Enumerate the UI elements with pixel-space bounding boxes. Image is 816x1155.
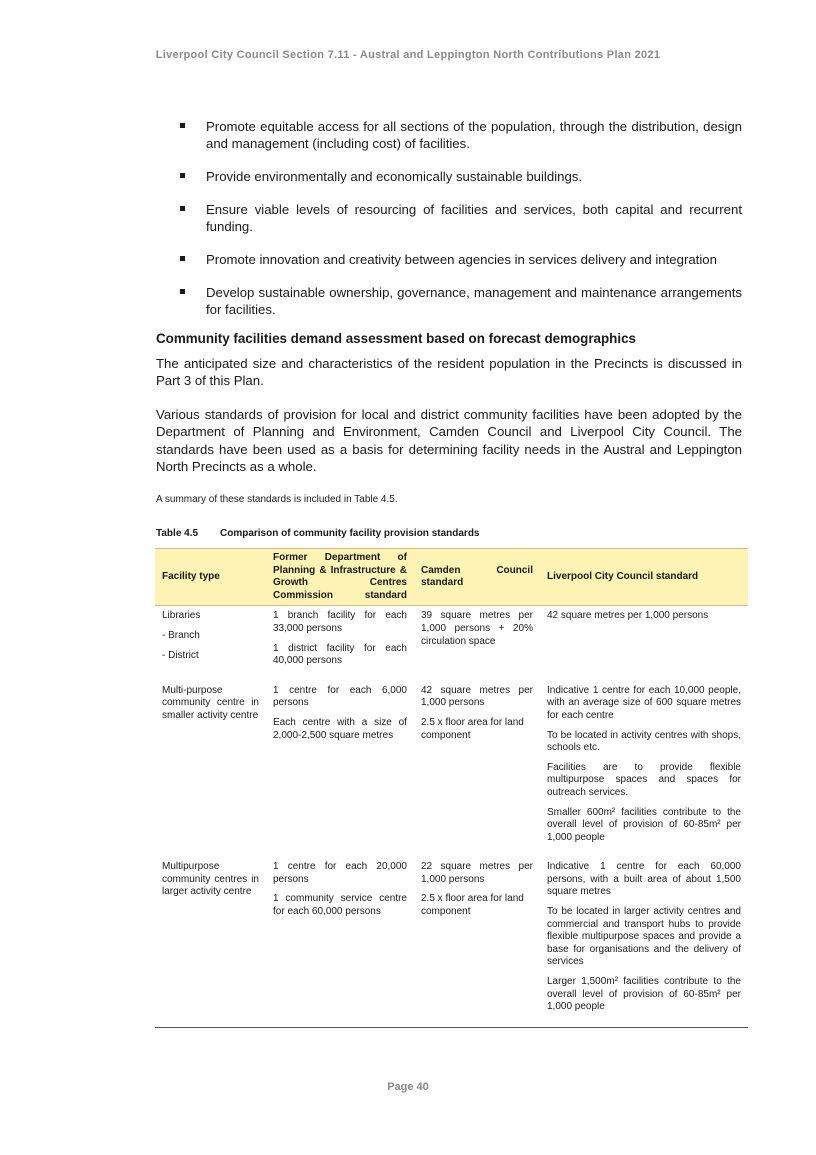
cell-text: Indicative 1 centre for each 10,000 people, with an average size of 600 square metres for each centre [547, 684, 741, 721]
table-caption-number: Table 4.5 [156, 528, 199, 539]
cell-text: 42 square metres per 1,000 persons [547, 610, 709, 622]
cell-text: Each centre with a size of 2,000-2,500 square metres [273, 716, 407, 741]
bullet-text: Ensure viable levels of resourcing of facilities and services, both capital and recurrent funding. [206, 202, 742, 234]
cell-department [266, 681, 414, 858]
bullet-square-icon [180, 173, 185, 178]
objectives-list [180, 118, 742, 334]
cell-text: To be located in activity centres with shops, schools etc. [547, 729, 741, 754]
cell-text: To be located in larger activity centres and commercial and transport hubs to provide flexible multipurpose spaces and provide a base for organisations and the delivery of services [547, 906, 741, 968]
cell-text: Multi-purpose community centre in smaller activity centre [162, 684, 259, 721]
cell-text: 42 square metres per 1,000 persons [421, 684, 533, 709]
paragraph-standards: Various standards of provision for local and district community facilities have been adopted by the Department of Planning and Environment, Camden Council and Liverpool City Council. The standards have been used as a basis for determining facility needs in the Austral and Leppington North Precincts as a whole. [156, 407, 742, 474]
cell-department [266, 857, 414, 1027]
cell-text: 1 centre for each 20,000 persons [273, 861, 407, 885]
cell-camden [414, 681, 540, 858]
cell-department [266, 606, 414, 681]
bullet-text: Promote equitable access for all sections of the population, through the distribution, design and management (including cost) of facilities. [206, 119, 742, 151]
cell-camden [414, 857, 540, 1027]
bullet-square-icon [180, 123, 185, 128]
bullet-square-icon [180, 256, 185, 261]
list-item [180, 201, 742, 235]
cell-text: - District [162, 649, 199, 661]
section-heading: Community facilities demand assessment based on forecast demographics [156, 331, 636, 346]
table-row [155, 857, 748, 1027]
cell-text: Smaller 600m² facilities contribute to the overall level of provision of 60-85m² per 1,000 people [547, 806, 741, 843]
cell-liverpool [540, 857, 748, 1027]
bullet-text: Provide environmentally and economically sustainable buildings. [206, 169, 583, 184]
table-caption [156, 528, 480, 539]
cell-text: 1 community service centre for each 60,000 persons [273, 893, 407, 918]
cell-text: 39 square metres per 1,000 persons + 20% circulation space [421, 610, 533, 647]
cell-liverpool [540, 606, 748, 681]
table-caption-title: Comparison of community facility provision standards [220, 528, 480, 539]
bullet-square-icon [180, 289, 185, 294]
bullet-text: Promote innovation and creativity between agencies in services delivery and integration [206, 252, 717, 267]
cell-text: 1 branch facility for each 33,000 persons [273, 610, 407, 634]
header-facility-type: Facility type [155, 549, 266, 606]
cell-facility-type [155, 606, 266, 681]
page-header: Liverpool City Council Section 7.11 - Austral and Leppington North Contributions Plan 2021 [155, 49, 661, 61]
provision-standards-table [155, 548, 748, 1028]
cell-text: Multipurpose community centres in larger activity centre [162, 861, 259, 898]
page-number: Page 40 [387, 1081, 429, 1093]
table-header-row [155, 549, 748, 606]
bullet-square-icon [180, 206, 185, 211]
list-item [180, 168, 742, 185]
list-item [180, 118, 742, 152]
cell-text: 1 centre for each 6,000 persons [273, 684, 407, 709]
cell-text: 2.5 x floor area for land component [421, 893, 524, 918]
header-liverpool-standard: Liverpool City Council standard [540, 549, 748, 606]
cell-text: 1 district facility for each 40,000 persons [273, 642, 407, 667]
cell-text: Larger 1,500m² facilities contribute to the overall level of provision of 60-85m² per 1,000 people [547, 976, 741, 1013]
header-department-standard: Former Department of Planning & Infrastructure & Growth Centres Commission standard [266, 549, 414, 606]
cell-facility-type [155, 681, 266, 858]
header-camden-standard: Camden Council standard [414, 549, 540, 606]
cell-facility-type [155, 857, 266, 1027]
cell-liverpool [540, 681, 748, 858]
table-row [155, 681, 748, 858]
list-item [180, 251, 742, 268]
cell-text: Facilities are to provide flexible multipurpose spaces and spaces for outreach services. [547, 761, 741, 798]
cell-text: Indicative 1 centre for each 60,000 persons, with a built area of about 1,500 square metres [547, 861, 741, 898]
paragraph-population: The anticipated size and characteristics of the resident population in the Precincts is discussed in Part 3 of this Plan. [156, 356, 742, 389]
cell-text: 2.5 x floor area for land component [421, 716, 524, 741]
cell-text: 22 square metres per 1,000 persons [421, 861, 533, 885]
table-row [155, 606, 748, 681]
list-item [180, 284, 742, 318]
cell-text: Libraries [162, 610, 201, 622]
cell-camden [414, 606, 540, 681]
paragraph-summary: A summary of these standards is included in Table 4.5. [156, 494, 398, 505]
cell-text: - Branch [162, 629, 200, 641]
bullet-text: Develop sustainable ownership, governance, management and maintenance arrangements for facilities. [206, 285, 742, 317]
